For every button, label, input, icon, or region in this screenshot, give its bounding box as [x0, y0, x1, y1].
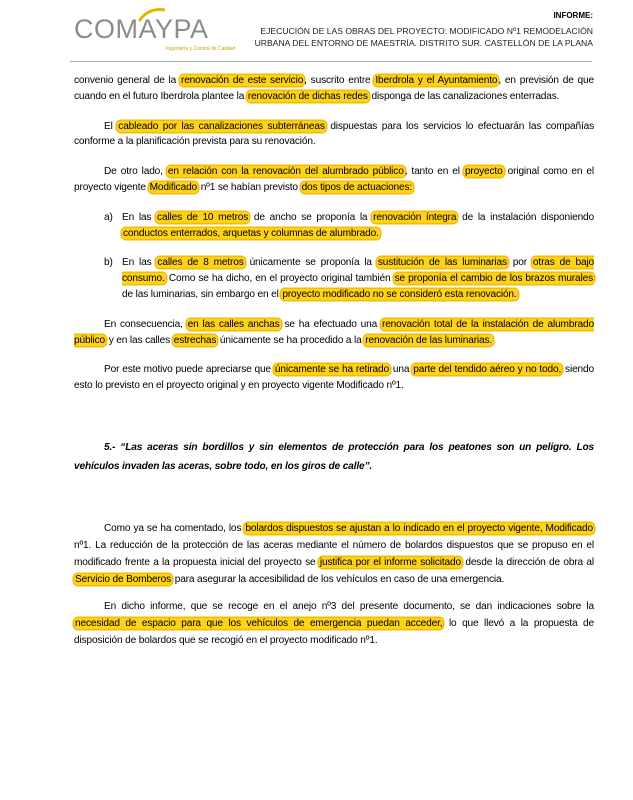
highlighted-text: dos tipos de actuaciones: — [301, 181, 413, 193]
text-run: En consecuencia, — [104, 318, 187, 330]
highlighted-text: proyecto — [464, 166, 503, 178]
text-run: y en las calles — [106, 334, 173, 346]
text-run: de las luminarias, sin embargo en el — [122, 288, 282, 300]
paragraph — [74, 73, 594, 105]
highlighted-text: calles de 10 metros — [157, 211, 249, 223]
paragraph — [74, 362, 594, 394]
highlighted-text: en las calles anchas — [187, 318, 280, 330]
highlighted-text: únicamente se ha retirado — [274, 364, 389, 376]
text-run: siendo esto lo previsto en el proyecto original y en proyecto vigente Modificado nº1. — [74, 364, 594, 392]
highlighted-text: proyecto modificado no se consideró esta renovación. — [282, 288, 517, 300]
text-run: una — [390, 364, 413, 376]
text-run: lo que llevó a la propuesta de disposición de bolardos que se recogió en el proyecto modificado nº1. — [74, 617, 595, 646]
text-run: El — [104, 120, 118, 132]
highlighted-text: Modificado — [149, 181, 198, 193]
highlighted-text: conductos enterrados, arquetas y columnas de alumbrado. — [123, 227, 379, 239]
paragraph — [74, 119, 594, 151]
header-divider — [70, 61, 592, 62]
section-heading-quote — [74, 438, 594, 476]
highlighted-text: renovación de dichas redes — [247, 90, 368, 102]
text-run: únicamente se proponía la — [244, 257, 377, 269]
project-title-line-2: URBANA DEL ENTORNO DE MAESTRÍA. DISTRITO SUR. CASTELLÓN DE LA PLANA — [254, 38, 593, 48]
highlighted-text: estrechas — [173, 334, 217, 346]
list-item-text — [122, 210, 594, 242]
text-run: nº1 se habían previsto — [198, 181, 301, 193]
highlighted-text: otras de bajo consumo. — [122, 257, 595, 285]
project-title — [193, 25, 593, 49]
highlighted-text: renovación total de la instalación de alumbrado público — [74, 318, 594, 346]
list-item — [74, 255, 594, 302]
highlighted-text: necesidad de espacio para que los vehículos de emergencia puedan acceder, — [75, 617, 443, 629]
project-title-line-1: EJECUCIÓN DE LAS OBRAS DEL PROYECTO: MODIFICADO Nº1 REMODELACIÓN — [260, 26, 593, 36]
text-run: dispuestas para los servicios lo efectuarán las compañías conforme a la planificación prevista para su renovación. — [74, 120, 594, 148]
text-run: De otro lado, — [104, 166, 167, 178]
text-run: de la instalación disponiendo — [457, 211, 595, 223]
text-run: por — [507, 257, 532, 269]
highlighted-text: sustitución de las luminarias — [377, 257, 507, 269]
paragraph — [74, 317, 594, 349]
list-item — [74, 210, 594, 242]
highlighted-text: renovación de las luminarias. — [365, 334, 493, 346]
text-run: original como en el proyecto vigente — [74, 166, 594, 193]
list-marker: a) — [104, 211, 113, 223]
text-run: para asegurar la accesibilidad de los vehículos en caso de una emergencia. — [172, 573, 505, 585]
text-run: nº1. La reducción de la protección de las aceras mediante el número de bolardos dispuestos que se propuso en el modificado frente a la propuesta inicial del proyecto se — [74, 539, 594, 568]
highlighted-text: en relación con la renovación del alumbrado público — [167, 166, 404, 178]
paragraph — [74, 520, 594, 588]
logo-swoosh-icon — [137, 7, 167, 23]
paragraph — [74, 164, 594, 196]
text-run: se ha efectuado una — [280, 318, 381, 330]
text-run: , suscrito entre — [304, 75, 375, 86]
report-label: INFORME: — [553, 11, 593, 20]
text-run: disponga de las canalizaciones enterradas. — [368, 90, 560, 102]
text-run: convenio general de la — [74, 75, 180, 86]
text-run: En las — [122, 257, 157, 269]
highlighted-text: justifica por el informe solicitado — [319, 556, 461, 568]
list-item-text — [122, 255, 594, 302]
highlighted-text: calles de 8 metros — [157, 257, 244, 269]
highlighted-text: parte del tendido aéreo y no todo, — [413, 364, 562, 376]
highlighted-text: bolardos dispuestos se ajustan a lo indicado en el proyecto vigente, Modificado — [245, 522, 593, 534]
highlighted-text: Servicio de Bomberos — [75, 573, 172, 585]
text-run: únicamente se ha procedido a la — [217, 334, 365, 346]
text-run: de ancho se proponía la — [249, 211, 373, 223]
text-run: Por este motivo puede apreciarse que — [104, 364, 274, 376]
logo-tagline: Ingeniería y Control de Calidad — [166, 46, 235, 52]
text-run: Como se ha dicho, en el proyecto original también — [165, 273, 394, 285]
text-run: Como ya se ha comentado, los — [104, 522, 245, 534]
document-body — [74, 73, 594, 649]
highlighted-text: Iberdrola y el Ayuntamiento — [375, 75, 498, 86]
logo-text: COMAYPA — [74, 14, 209, 44]
highlighted-text: cableado por las canalizaciones subterráneas — [118, 120, 325, 132]
text-run: En dicho informe, que se recoge en el anejo nº3 del presente documento, se dan indicaciones sobre la — [104, 600, 594, 612]
highlighted-text: se proponía el cambio de los brazos murales — [394, 273, 593, 285]
company-logo — [74, 14, 235, 52]
text-run: En las — [122, 211, 157, 223]
page-header — [0, 0, 633, 70]
text-run: desde la dirección de obra al — [461, 556, 594, 568]
highlighted-text: renovación íntegra — [373, 211, 457, 223]
paragraph — [74, 598, 594, 649]
text-run: 5.- “Las aceras sin bordillos y sin elementos de protección para los peatones son un peligro. Los vehículos invaden las aceras, sobre todo, en los giros de calle”. — [74, 441, 594, 472]
highlighted-text: renovación de este servicio — [180, 75, 304, 86]
list-marker: b) — [104, 257, 113, 269]
text-run: , en previsión de que cuando en el futuro Iberdrola plantee la — [74, 75, 594, 102]
text-run: , tanto en el — [404, 166, 464, 178]
